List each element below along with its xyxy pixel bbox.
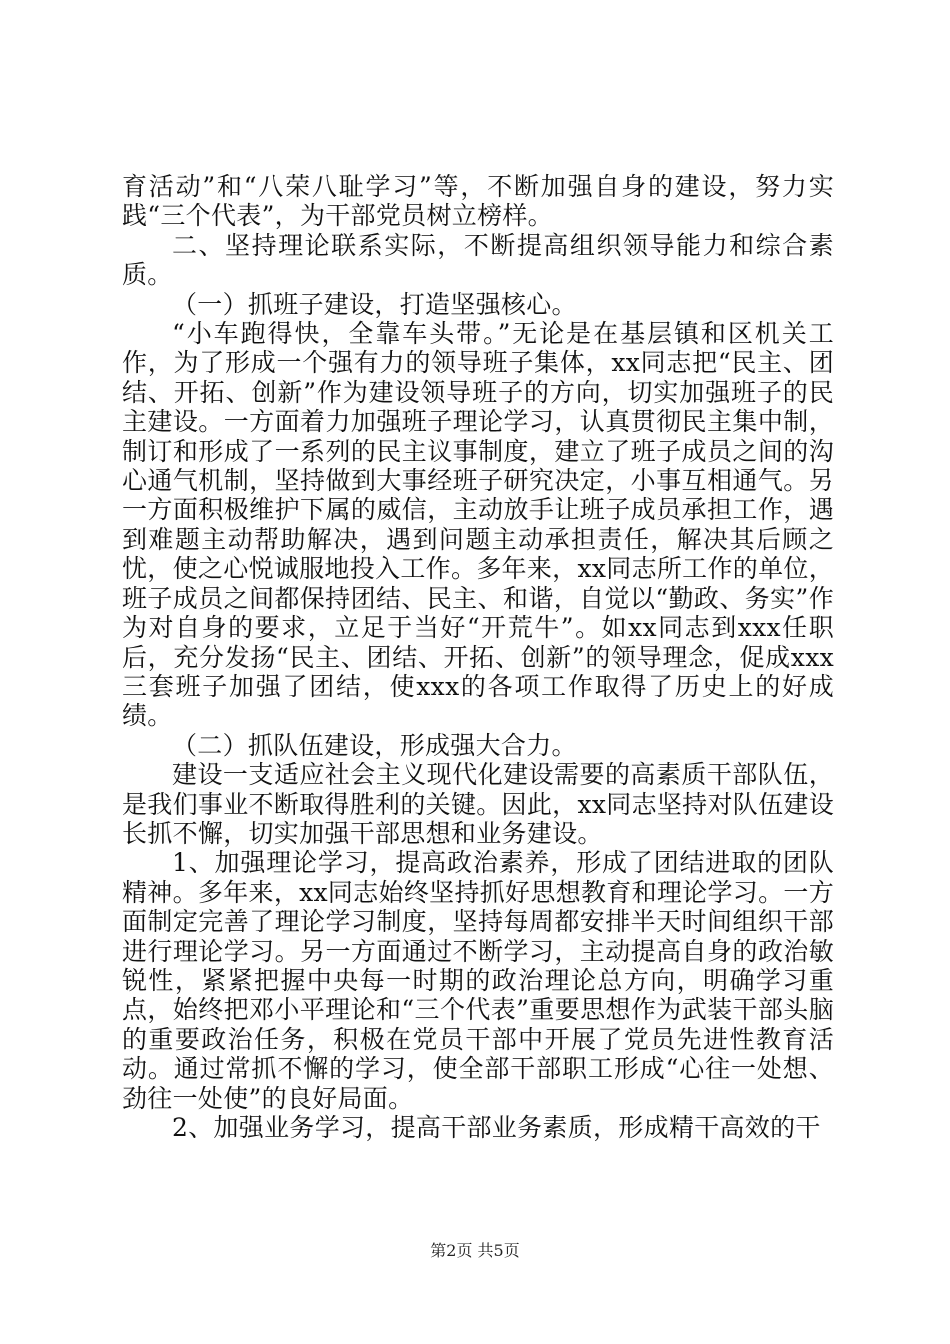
section-heading-two: 二、坚持理论联系实际，不断提高组织领导能力和综合素质。 <box>122 230 834 290</box>
paragraph-team-building: “小车跑得快，全靠车头带。”无论是在基层镇和区机关工作，为了形成一个强有力的领导班子集体，xx同志把“民主、团结、开拓、创新”作为建设领导班子的方向，切实加强班子的民主建设。一方面着力加强班子理论学习，认真贯彻民主集中制，制订和形成了一系列的民主议事制度，建立了班子成员之间的沟心通气机制，坚持做到大事经班子研究决定，小事互相通气。另一方面积极维护下属的威信，主动放手让班子成员承担工作，遇到难题主动帮助解决，遇到问题主动承担责任，解决其后顾之忧，使之心悦诚服地投入工作。多年来，xx同志所工作的单位，班子成员之间都保持团结、民主、和谐，自觉以“勤政、务实”作为对自身的要求，立足于当好“开荒牛”。如xx同志到xxx任职后，充分发扬“民主、团结、开拓、创新”的领导理念，促成xxx三套班子加强了团结，使xxx的各项工作取得了历史上的好成绩。 <box>122 319 834 731</box>
paragraph-theory-study: 1、加强理论学习，提高政治素养，形成了团结进取的团队精神。多年来，xx同志始终坚持抓好思想教育和理论学习。一方面制定完善了理论学习制度，坚持每周都安排半天时间组织干部进行理论学习。另一方面通过不断学习，主动提高自身的政治敏锐性，紧紧把握中央每一时期的政治理论总方向，明确学习重点，始终把邓小平理论和“三个代表”重要思想作为武装干部头脑的重要政治任务，积极在党员干部中开展了党员先进性教育活动。通过常抓不懈的学习，使全部干部职工形成“心往一处想、劲往一处使”的良好局面。 <box>122 848 834 1113</box>
paragraph-business-study: 2、加强业务学习，提高干部业务素质，形成精干高效的干 <box>172 1113 821 1142</box>
subsection-heading-one: （一）抓班子建设，打造坚强核心。 <box>172 289 577 319</box>
document-body <box>122 172 834 1142</box>
page-number-footer: 第2页 共5页 <box>430 1241 520 1260</box>
paragraph-workforce: 建设一支适应社会主义现代化建设需要的高素质干部队伍，是我们事业不断取得胜利的关键。因此，xx同志坚持对队伍建设长抓不懈，切实加强干部思想和业务建设。 <box>122 760 834 848</box>
paragraph-continuation: 育活动”和“八荣八耻学习”等，不断加强自身的建设，努力实践“三个代表”，为干部党员树立榜样。 <box>122 172 834 231</box>
subsection-heading-two: （二）抓队伍建设，形成强大合力。 <box>172 730 577 760</box>
